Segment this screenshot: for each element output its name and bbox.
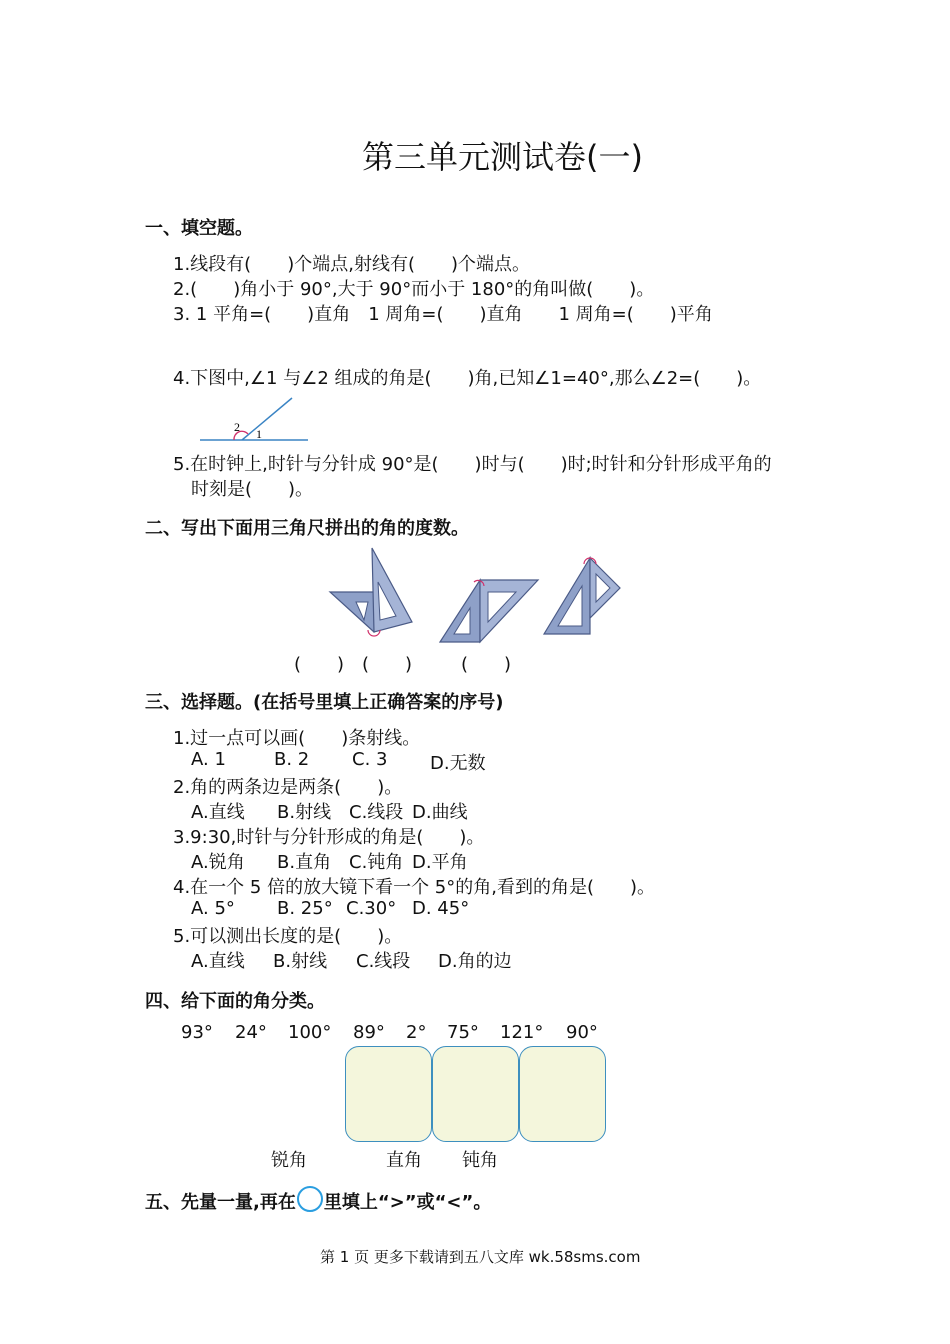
angle-figure [198, 394, 310, 444]
choice-4-option-d: D. 45° [412, 898, 470, 919]
choice-1-option-c: C. 3 [352, 749, 388, 770]
category-label-obtuse: 钝角 [462, 1150, 498, 1171]
triangle-rulers-figure [320, 540, 630, 650]
angle-value-3: 100° [288, 1022, 332, 1043]
section-5-heading [145, 1186, 491, 1214]
choice-4-option-a: A. 5° [191, 898, 235, 919]
category-box-obtuse [519, 1046, 606, 1142]
choice-3-option-b: B.直角 [277, 852, 332, 873]
category-box-acute [345, 1046, 432, 1142]
choice-question-1: 1.过一点可以画( )条射线。 [173, 728, 421, 749]
angle-ray [242, 398, 292, 440]
angle-blank-2: ( ) [362, 654, 413, 675]
angle-label-2: 2 [234, 420, 240, 434]
choice-2-option-b: B.射线 [277, 802, 332, 823]
choice-5-option-d: D.角的边 [438, 951, 512, 972]
choice-3-option-d: D.平角 [412, 852, 468, 873]
page-title: 第三单元测试卷(一) [362, 138, 643, 176]
choice-5-option-c: C.线段 [356, 951, 411, 972]
choice-2-option-a: A.直线 [191, 802, 245, 823]
ruler-pair-3 [544, 558, 620, 634]
choice-question-5: 5.可以测出长度的是( )。 [173, 926, 403, 947]
angle-value-1: 93° [181, 1022, 213, 1043]
question-1-4: 4.下图中,∠1 与∠2 组成的角是( )角,已知∠1=40°,那么∠2=( )。 [173, 368, 762, 389]
page-footer: 第 1 页 更多下载请到五八文库 wk.58sms.com [320, 1248, 641, 1266]
choice-1-option-d: D.无数 [430, 753, 486, 774]
angle-value-7: 121° [500, 1022, 544, 1043]
angle-value-5: 2° [406, 1022, 427, 1043]
choice-5-option-a: A.直线 [191, 951, 245, 972]
angle-label-1: 1 [256, 427, 262, 441]
section-4-heading: 四、给下面的角分类。 [145, 991, 325, 1012]
angle-value-4: 89° [353, 1022, 385, 1043]
ruler-pair-2 [440, 580, 538, 642]
category-label-acute: 锐角 [271, 1150, 307, 1171]
choice-question-3: 3.9:30,时针与分针形成的角是( )。 [173, 827, 485, 848]
choice-4-option-b: B. 25° [277, 898, 333, 919]
choice-5-option-b: B.射线 [273, 951, 328, 972]
question-1-1: 1.线段有( )个端点,射线有( )个端点。 [173, 254, 530, 275]
choice-2-option-c: C.线段 [349, 802, 404, 823]
compare-circle-icon [297, 1186, 323, 1212]
choice-3-option-a: A.锐角 [191, 852, 245, 873]
angle-blank-3: ( ) [461, 654, 512, 675]
question-1-5-line1: 5.在时钟上,时针与分针成 90°是( )时与( )时;时针和分针形成平角的 [173, 454, 772, 475]
category-box-right [432, 1046, 519, 1142]
section-3-heading: 三、选择题。(在括号里填上正确答案的序号) [145, 692, 504, 713]
question-1-3: 3. 1 平角=( )直角 1 周角=( )直角 1 周角=( )平角 [173, 304, 713, 325]
section-5-heading-end: 里填上“>”或“<”。 [323, 1192, 492, 1213]
choice-3-option-c: C.钝角 [349, 852, 404, 873]
question-1-5-line2: 时刻是( )。 [191, 479, 314, 500]
choice-1-option-b: B. 2 [274, 749, 310, 770]
angle-blank-1: ( ) [294, 654, 345, 675]
angle-value-8: 90° [566, 1022, 598, 1043]
choice-question-4: 4.在一个 5 倍的放大镜下看一个 5°的角,看到的角是( )。 [173, 877, 656, 898]
choice-2-option-d: D.曲线 [412, 802, 468, 823]
section-2-heading: 二、写出下面用三角尺拼出的角的度数。 [145, 518, 469, 539]
question-1-2: 2.( )角小于 90°,大于 90°而小于 180°的角叫做( )。 [173, 279, 655, 300]
angle-value-6: 75° [447, 1022, 479, 1043]
section-1-heading: 一、填空题。 [145, 218, 253, 239]
category-label-right: 直角 [386, 1150, 422, 1171]
choice-1-option-a: A. 1 [191, 749, 226, 770]
angle-value-2: 24° [235, 1022, 267, 1043]
choice-4-option-c: C.30° [346, 898, 397, 919]
ruler-pair-1 [330, 548, 412, 636]
section-5-heading-start: 五、先量一量,再在 [145, 1192, 296, 1213]
choice-question-2: 2.角的两条边是两条( )。 [173, 777, 403, 798]
